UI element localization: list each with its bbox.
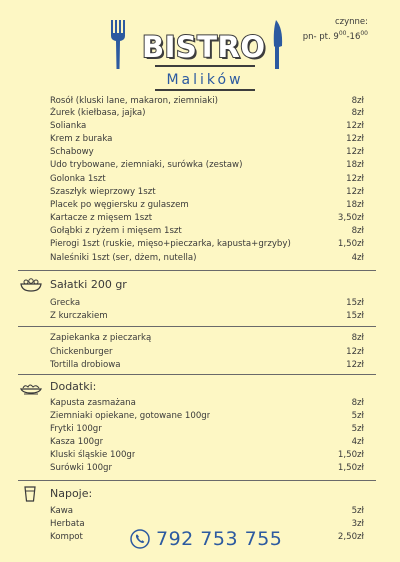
restaurant-subtitle: Malików	[166, 72, 244, 88]
menu-item: Pierogi 1szt (ruskie, mięso+pieczarka, kapusta+grzyby) 1,50zł	[50, 239, 364, 249]
menu-item: Z kurczakiem 15zł	[50, 311, 364, 321]
salad-bowl-icon	[20, 278, 42, 292]
menu-item: Kluski śląskie 100gr 1,50zł	[50, 450, 364, 460]
menu-item: Kasza 100gr 4zł	[50, 437, 364, 447]
section-title-extras: Dodatki:	[50, 380, 97, 393]
menu-item: Tortilla drobiowa 12zł	[50, 360, 364, 370]
menu-header	[0, 0, 400, 95]
opening-hours	[303, 16, 368, 43]
menu-item: Surówki 100gr 1,50zł	[50, 463, 364, 473]
menu-item: Kartacze z mięsem 1szt 3,50zł	[50, 213, 364, 223]
menu-item: Rosół (kluski lane, makaron, ziemniaki) 8zł	[50, 96, 364, 106]
menu-item: Szaszłyk wieprzowy 1szt 12zł	[50, 187, 364, 197]
menu-item: Ziemniaki opiekane, gotowane 100gr 5zł	[50, 411, 364, 421]
menu-item: Placek po węgiersku z gulaszem 18zł	[50, 200, 364, 210]
section-divider	[18, 326, 376, 327]
menu-item: Grecka 15zł	[50, 298, 364, 308]
menu-item: Naleśniki 1szt (ser, dżem, nutella) 4zł	[50, 253, 364, 263]
section-title-drinks: Napoje:	[50, 487, 93, 500]
menu-item: Gołąbki z ryżem i mięsem 1szt 8zł	[50, 226, 364, 236]
menu-item: Kompot 2,50zł	[50, 532, 364, 542]
menu-item: Zapiekanka z pieczarką 8zł	[50, 333, 364, 343]
phone-icon	[130, 529, 150, 549]
menu-item: Solianka 12zł	[50, 121, 364, 131]
menu-item: Herbata 3zł	[50, 519, 364, 529]
restaurant-name: BISTRO	[142, 30, 266, 64]
opening-hours-label: czynne:	[334, 17, 368, 27]
logo-divider-top	[155, 65, 255, 67]
phone-number[interactable]: 792 753 755	[156, 528, 283, 550]
menu-item: Chickenburger 12zł	[50, 347, 364, 357]
opening-hours-value: pn- pt. $9^{00}-16^{00}$	[302, 30, 368, 42]
side-dish-icon	[20, 381, 42, 395]
menu-item: Kapusta zasmażana 8zł	[50, 398, 364, 408]
menu-item: Żurek (kiełbasa, jajka) 8zł	[50, 108, 364, 118]
fork-icon	[110, 20, 126, 70]
menu-item: Kawa 5zł	[50, 506, 364, 516]
menu-item: Golonka 1szt 12zł	[50, 174, 364, 184]
logo-divider-bottom	[155, 89, 255, 91]
menu-item: Udo trybowane, ziemniaki, surówka (zestaw) 18zł	[50, 160, 364, 170]
knife-icon	[272, 20, 284, 70]
menu-item: Frytki 100gr 5zł	[50, 424, 364, 434]
menu-item: Krem z buraka 12zł	[50, 134, 364, 144]
section-divider	[18, 270, 376, 271]
section-title-salads: Sałatki 200 gr	[50, 278, 127, 291]
glass-icon	[20, 486, 40, 502]
section-divider	[18, 480, 376, 481]
section-divider	[18, 374, 376, 375]
phone-contact[interactable]	[130, 526, 282, 552]
menu-item: Schabowy 12zł	[50, 147, 364, 157]
